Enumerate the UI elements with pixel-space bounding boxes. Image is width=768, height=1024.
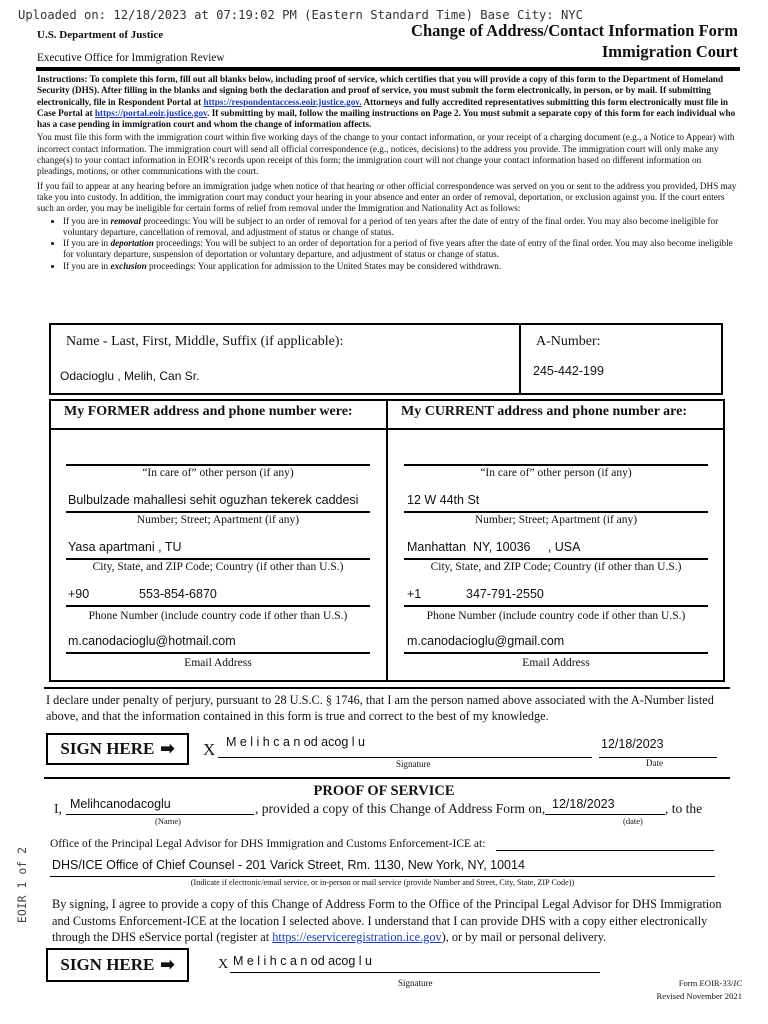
former-street-line xyxy=(66,511,370,513)
proof-office-value-field[interactable]: DHS/ICE Office of Chief Counsel - 201 Varick Street, Rm. 1130, New York, NY, 10014 xyxy=(52,858,525,872)
former-phone-label: Phone Number (include country code if other than U.S.) xyxy=(88,610,348,622)
declaration-x-mark: X xyxy=(203,740,216,759)
current-email-line xyxy=(404,652,708,654)
proof-signature-line xyxy=(230,972,600,973)
former-email-field[interactable]: m.canodacioglu@hotmail.com xyxy=(68,634,236,648)
address-divider xyxy=(386,399,388,682)
current-street-label: Number; Street; Apartment (if any) xyxy=(474,514,638,526)
current-city-label: City, State, and ZIP Code; Country (if other than U.S.) xyxy=(430,561,682,573)
former-phone-line xyxy=(66,605,370,607)
deportation-bullet: • If you are in deportation proceedings: You will be subject to an order of deportation for a period of five years after the date of entry of the final order. You may also become ineligible for voluntary departure, suspension of deportation or voluntary departure, and adjustment of status or change of status. xyxy=(63,238,737,261)
proof-heading: PROOF OF SERVICE xyxy=(313,783,455,799)
former-city-label: City, State, and ZIP Code; Country (if other than U.S.) xyxy=(92,561,344,573)
proof-office-value-line xyxy=(50,876,715,877)
proof-signature-field[interactable]: M e l i h c a n od acog l u xyxy=(233,954,372,968)
former-care-label: “In care of” other person (if any) xyxy=(142,467,294,479)
current-country-code-field[interactable]: +1 xyxy=(407,587,422,601)
current-email-label: Email Address xyxy=(522,657,590,669)
current-phone-field[interactable]: 347-791-2550 xyxy=(466,587,544,601)
eservice-registration-link[interactable]: https://eserviceregistration.ice.gov xyxy=(272,930,442,944)
form-number: Form EOIR-33/IC xyxy=(678,978,742,988)
current-care-label: “In care of” other person (if any) xyxy=(480,467,632,479)
proof-indicate-label: (Indicate if electronic/email service, or in-person or mail service (provide Number and Street, City, State, ZIP Code)) xyxy=(190,878,575,887)
current-street-line xyxy=(404,511,708,513)
right-arrow-icon: ➡ xyxy=(160,955,175,974)
former-heading: My FORMER address and phone number were: xyxy=(64,404,353,419)
form-title xyxy=(411,20,738,62)
a-number-label: A-Number: xyxy=(536,334,601,349)
upload-stamp: Uploaded on: 12/18/2023 at 07:19:02 PM (Eastern Standard Time) Base City: NYC xyxy=(18,8,583,22)
sign-here-label: SIGN HERE xyxy=(60,955,155,974)
declaration-text: I declare under penalty of perjury, pursuant to 28 U.S.C. § 1746, that I am the person named above associated with the A-Number listed above, and that the information contained in this form is true and correct to the best of my knowledge. xyxy=(46,693,714,723)
current-phone-line xyxy=(404,605,708,607)
name-box-divider xyxy=(519,323,521,395)
header-rule xyxy=(36,67,740,71)
former-care-line xyxy=(66,464,370,466)
former-city-line xyxy=(66,558,370,560)
instructions-block xyxy=(37,74,737,272)
current-heading: My CURRENT address and phone number are: xyxy=(401,404,688,419)
former-email-label: Email Address xyxy=(184,657,252,669)
right-arrow-icon: ➡ xyxy=(160,739,175,758)
department-name: U.S. Department of Justice xyxy=(37,29,164,41)
name-label: Name - Last, First, Middle, Suffix (if applicable): xyxy=(66,334,344,349)
declaration-sign-here-button[interactable] xyxy=(46,733,189,765)
proof-date-field[interactable]: 12/18/2023 xyxy=(552,797,615,811)
respondent-portal-link[interactable]: https://respondentaccess.eoir.justice.gov. xyxy=(203,96,362,107)
declaration-signature-line xyxy=(218,757,592,758)
proof-office-underline xyxy=(496,850,714,851)
revision-date: Revised November 2021 xyxy=(656,991,742,1001)
current-email-field[interactable]: m.canodacioglu@gmail.com xyxy=(407,634,565,648)
declaration-date-field[interactable]: 12/18/2023 xyxy=(601,737,664,751)
former-email-line xyxy=(66,652,370,654)
proof-rule xyxy=(44,777,730,779)
declaration-signature-field[interactable]: M e l i h c a n od acog l u xyxy=(226,735,365,749)
current-city-field[interactable]: Manhattan NY, 10036 , USA xyxy=(407,540,581,554)
proof-name-line xyxy=(66,814,254,815)
former-street-label: Number; Street; Apartment (if any) xyxy=(136,514,300,526)
former-city-field[interactable]: Yasa apartmani , TU xyxy=(68,540,182,554)
failure-to-appear-paragraph: If you fail to appear at any hearing before an immigration judge when notice of that hearing or other official correspondence was served on you or sent to the address you provided, DHS may take you into custody. In addition, the immigration court may conduct your hearing in your absence and enter an order of removal, deportation, or exclusion against you. If the court enters such an order, you may be ineligible for certain forms of relief from removal under the Immigration and Nationality Act as follows: xyxy=(37,180,737,214)
filing-deadline-paragraph: You must file this form with the immigration court within five working days of the change to your contact information, or your receipt of a charging document (e.g., a Notice to Appear) with incorrect contact information. The immigration court will send all official correspondence (e.g., notices, decisions) to the address you provide. The immigration court will only make any change(s) to your contact information in EOIR’s records upon receipt of this form; the immigration court will not change your contact information based on different information on pleadings, motions, or other communications with the court. xyxy=(37,132,735,177)
proof-to-the: , to the xyxy=(665,801,703,816)
proof-date-label: (date) xyxy=(623,816,643,826)
current-city-line xyxy=(404,558,708,560)
current-street-field[interactable]: 12 W 44th St xyxy=(407,493,480,507)
current-phone-label: Phone Number (include country code if other than U.S.) xyxy=(426,610,686,622)
proof-signature-label: Signature xyxy=(398,978,433,988)
instructions-main: Instructions: To complete this form, fill out all blanks below, including proof of service, which certifies that you will provide a copy of this form to the Department of Homeland Security (DHS). After filling in the blanks and signing both the declaration and proof of service, you must submit the form electronically, in person, or by mail. If submitting electronically, file in Respondent Portal at https://respondentaccess.eoir.justice.gov. Attorneys and fully accredited representatives submitting this form electronically must file in Case Portal at https://portal.eoir.justice.gov. If submitting by mail, follow the mailing instructions on Page 2. You must submit a separate copy of this form for each individual who has a case pending in immigration court and whom the change of information affects. xyxy=(37,74,736,130)
proof-i: I, xyxy=(54,801,62,816)
form-title-line1: Change of Address/Contact Information Form xyxy=(411,21,738,40)
former-street-field[interactable]: Bulbulzade mahallesi sehit oguzhan tekerek caddesi xyxy=(68,493,359,507)
declaration-signature-label: Signature xyxy=(396,759,431,769)
office-name: Executive Office for Immigration Review xyxy=(37,52,225,64)
page-side-label: EOIR 1 of 2 xyxy=(15,846,29,924)
sign-here-label: SIGN HERE xyxy=(60,739,155,758)
proof-date-line xyxy=(545,814,665,815)
proof-sign-here-button[interactable] xyxy=(46,948,189,982)
former-country-code-field[interactable]: +90 xyxy=(68,587,90,601)
consequences-list xyxy=(47,216,737,272)
case-portal-link[interactable]: https://portal.eoir.justice.gov xyxy=(94,107,208,118)
declaration-date-label: Date xyxy=(646,758,663,768)
a-number-field[interactable]: 245-442-199 xyxy=(533,364,604,378)
declaration-rule xyxy=(44,687,730,689)
proof-provided-text: , provided a copy of this Change of Address Form on, xyxy=(255,801,546,816)
proof-agreement-text: By signing, I agree to provide a copy of this Change of Address Form to the Office of the Principal Legal Advisor for DHS Immigration and Customs Enforcement-ICE at the location I selected above. I understand that I can provide DHS with a copy either electronically through the DHS eService portal (register at https://eserviceregistration.ice.gov), or by mail or personal delivery. xyxy=(52,897,722,944)
proof-office-line: Office of the Principal Legal Advisor for DHS Immigration and Customs Enforcement-ICE at: xyxy=(50,838,486,850)
proof-name-label: (Name) xyxy=(155,816,181,826)
name-field[interactable]: Odacioglu , Melih, Can Sr. xyxy=(60,369,200,383)
exclusion-bullet: • If you are in exclusion proceedings: Your application for admission to the United States may be considered withdrawn. xyxy=(63,261,737,272)
former-phone-field[interactable]: 553-854-6870 xyxy=(139,587,217,601)
current-care-line xyxy=(404,464,708,466)
form-title-line2: Immigration Court xyxy=(601,42,738,61)
proof-x-mark: X xyxy=(218,957,229,972)
proof-name-field[interactable]: Melihcanodacoglu xyxy=(70,797,171,811)
removal-bullet: • If you are in removal proceedings: You will be subject to an order of removal for a period of ten years after the date of entry of the final order. You may also become ineligible for voluntary departure, cancellation of removal, and adjustment of status or change of status. xyxy=(63,216,737,239)
